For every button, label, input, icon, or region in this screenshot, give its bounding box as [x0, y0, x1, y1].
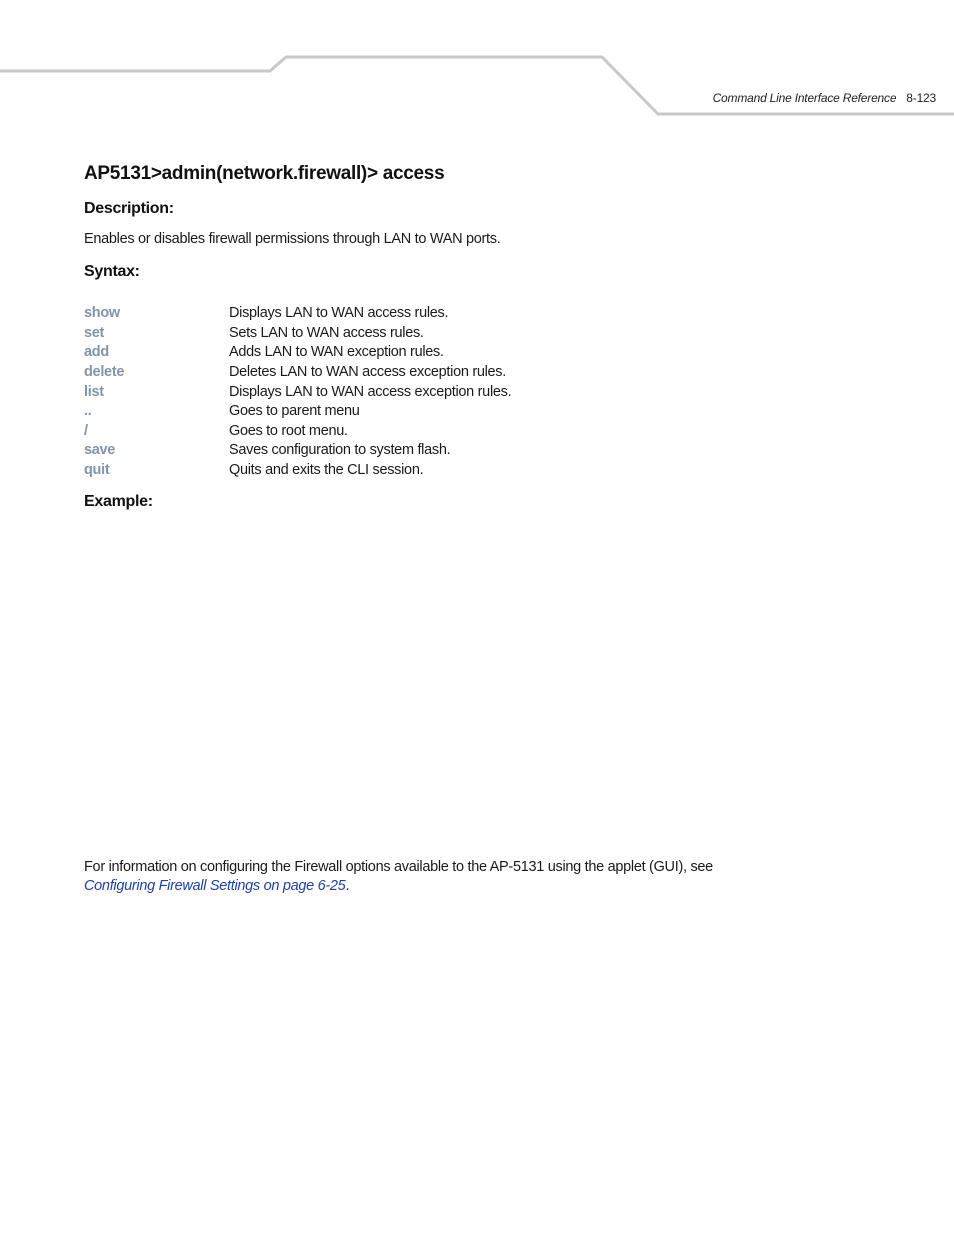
syntax-row	[84, 362, 884, 382]
syntax-keyword: add	[84, 344, 109, 361]
description-heading: Description:	[84, 200, 174, 217]
footer-period: .	[345, 878, 350, 895]
syntax-description: Saves configuration to system flash.	[229, 442, 451, 459]
syntax-row	[84, 460, 884, 480]
syntax-keyword: save	[84, 442, 116, 459]
syntax-description: Goes to parent menu	[229, 403, 360, 420]
syntax-keyword: set	[84, 324, 105, 341]
footer-text: For information on configuring the Firewall options available to the AP-5131 using the applet (GUI), see	[84, 858, 713, 875]
running-head	[713, 91, 936, 105]
description-text: Enables or disables firewall permissions through LAN to WAN ports.	[84, 231, 501, 247]
syntax-description: Sets LAN to WAN access rules.	[229, 324, 424, 341]
syntax-keyword: quit	[84, 462, 110, 479]
footer-paragraph	[84, 858, 884, 897]
syntax-description: Quits and exits the CLI session.	[229, 462, 424, 479]
syntax-description: Displays LAN to WAN access rules.	[229, 305, 449, 322]
syntax-row	[84, 401, 884, 421]
syntax-keyword: list	[84, 383, 104, 400]
syntax-description: Adds LAN to WAN exception rules.	[229, 344, 444, 361]
syntax-keyword: ..	[84, 403, 92, 420]
syntax-row	[84, 304, 884, 324]
syntax-description: Goes to root menu.	[229, 422, 348, 439]
example-heading: Example:	[84, 492, 153, 510]
syntax-keyword: show	[84, 305, 120, 322]
syntax-row	[84, 323, 884, 343]
cross-reference-link[interactable]: Configuring Firewall Settings on page 6-25	[84, 878, 346, 895]
syntax-row	[84, 382, 884, 402]
syntax-keyword: /	[84, 422, 88, 439]
syntax-heading: Syntax:	[84, 262, 140, 280]
syntax-row	[84, 343, 884, 363]
syntax-row	[84, 421, 884, 441]
running-title: Command Line Interface Reference	[712, 91, 897, 105]
syntax-keyword: delete	[84, 364, 125, 381]
syntax-row	[84, 441, 884, 461]
command-title: AP5131>admin(network.firewall)> access	[84, 163, 445, 184]
page-number: 8-123	[906, 91, 936, 105]
syntax-description: Deletes LAN to WAN access exception rules.	[229, 364, 506, 381]
syntax-table	[84, 304, 884, 480]
syntax-description: Displays LAN to WAN access exception rules.	[229, 383, 512, 400]
content	[84, 160, 884, 897]
